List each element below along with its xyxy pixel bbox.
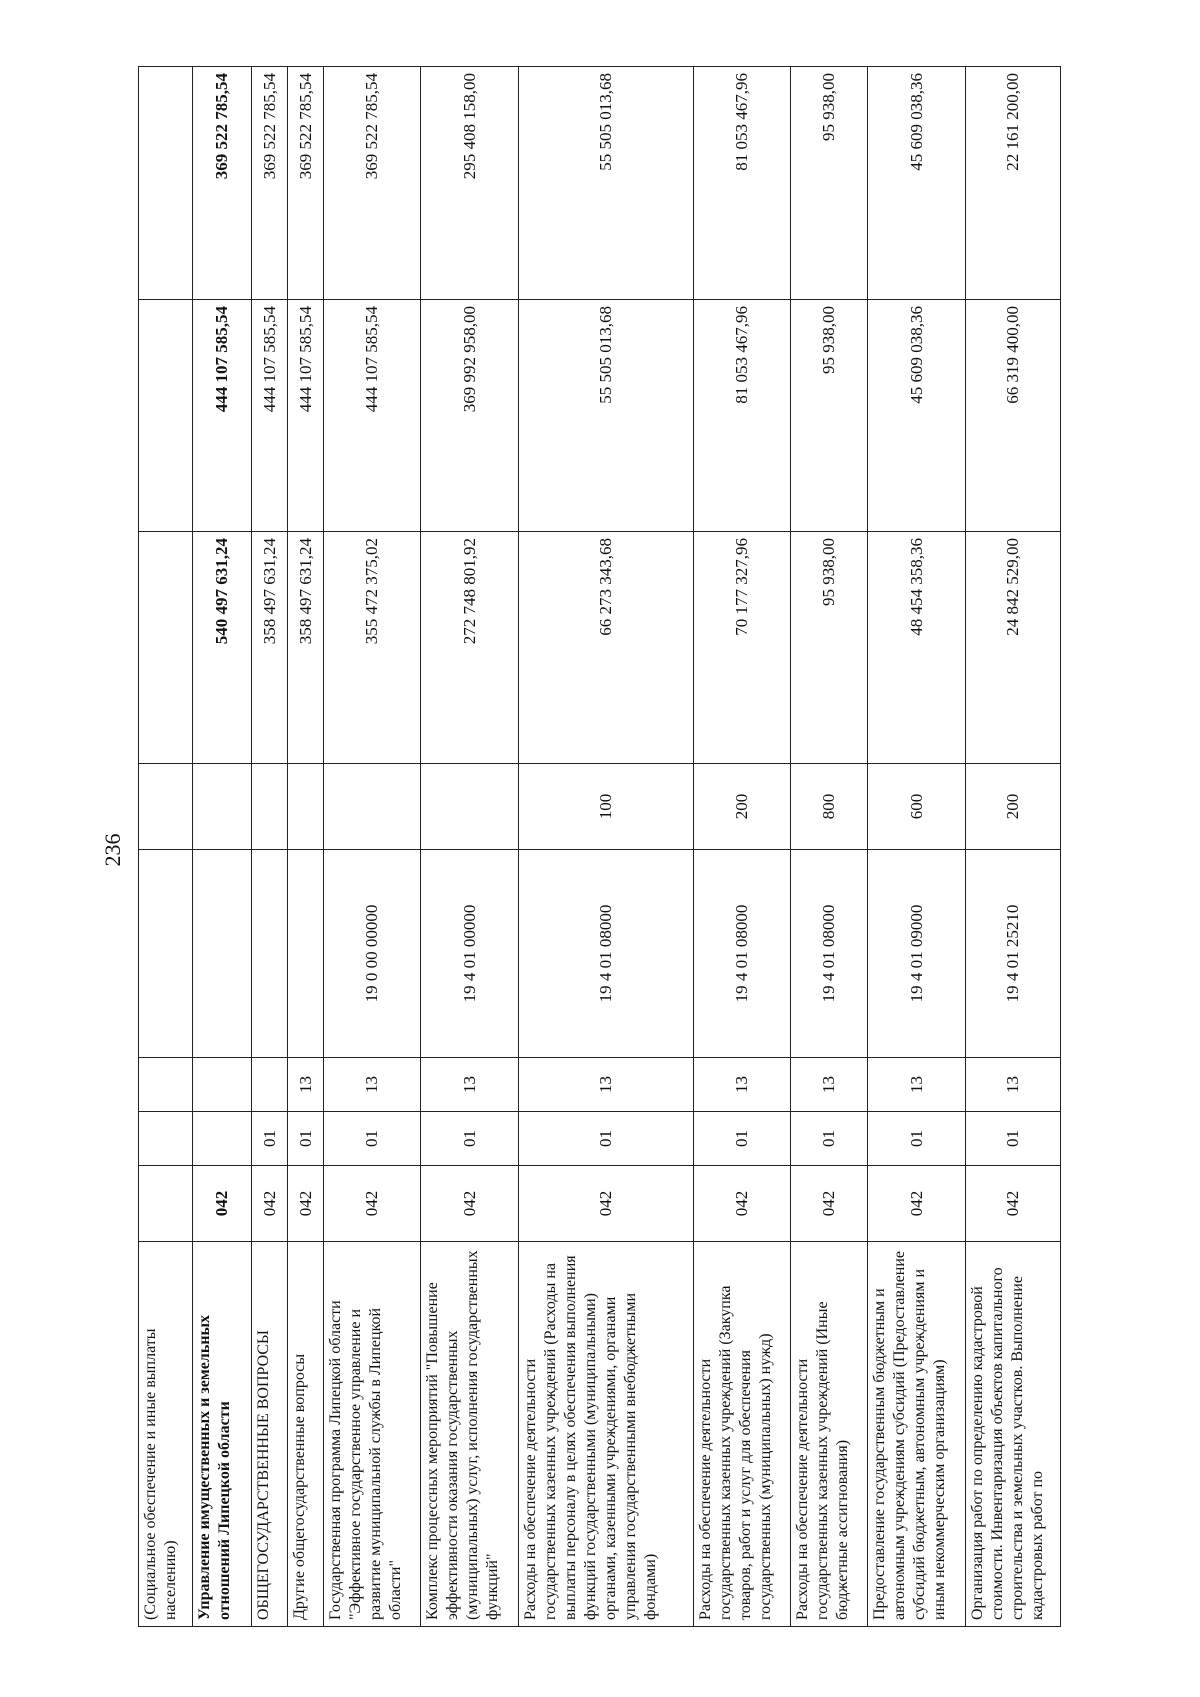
cell-glava: 042 bbox=[324, 1166, 421, 1242]
cell-vr bbox=[324, 764, 421, 850]
cell-sum-3: 22 161 200,00 bbox=[966, 67, 1061, 300]
cell-csr bbox=[139, 850, 193, 1058]
cell-vr bbox=[288, 764, 324, 850]
budget-table bbox=[138, 66, 1061, 1627]
row-name: ОБЩЕГОСУДАРСТВЕННЫЕ ВОПРОСЫ bbox=[252, 1242, 288, 1627]
table-row bbox=[193, 67, 252, 1627]
table-row bbox=[252, 67, 288, 1627]
cell-glava: 042 bbox=[791, 1166, 868, 1242]
cell-sum-2 bbox=[139, 300, 193, 532]
cell-glava: 042 bbox=[193, 1166, 252, 1242]
cell-sum-2: 81 053 467,96 bbox=[694, 300, 791, 532]
cell-pr: 13 bbox=[421, 1058, 519, 1112]
table-row bbox=[868, 67, 966, 1627]
cell-glava: 042 bbox=[519, 1166, 694, 1242]
cell-sum-3: 45 609 038,36 bbox=[868, 67, 966, 300]
cell-sum-3: 369 522 785,54 bbox=[288, 67, 324, 300]
cell-rz: 01 bbox=[421, 1112, 519, 1166]
cell-csr: 19 0 00 00000 bbox=[324, 850, 421, 1058]
cell-rz: 01 bbox=[868, 1112, 966, 1166]
cell-vr: 200 bbox=[966, 764, 1061, 850]
table-row bbox=[791, 67, 868, 1627]
cell-sum-1: 48 454 358,36 bbox=[868, 532, 966, 764]
cell-pr: 13 bbox=[791, 1058, 868, 1112]
cell-pr: 13 bbox=[966, 1058, 1061, 1112]
cell-sum-1: 70 177 327,96 bbox=[694, 532, 791, 764]
row-name: Другие общегосударственные вопросы bbox=[288, 1242, 324, 1627]
cell-sum-1: 66 273 343,68 bbox=[519, 532, 694, 764]
cell-sum-2: 444 107 585,54 bbox=[288, 300, 324, 532]
cell-sum-1: 95 938,00 bbox=[791, 532, 868, 764]
cell-pr: 13 bbox=[288, 1058, 324, 1112]
cell-glava: 042 bbox=[868, 1166, 966, 1242]
cell-rz bbox=[139, 1112, 193, 1166]
cell-sum-3: 95 938,00 bbox=[791, 67, 868, 300]
cell-sum-2: 45 609 038,36 bbox=[868, 300, 966, 532]
cell-glava: 042 bbox=[421, 1166, 519, 1242]
cell-sum-2: 55 505 013,68 bbox=[519, 300, 694, 532]
cell-sum-1: 355 472 375,02 bbox=[324, 532, 421, 764]
page-number: 236 bbox=[100, 833, 125, 867]
cell-vr: 100 bbox=[519, 764, 694, 850]
cell-rz: 01 bbox=[791, 1112, 868, 1166]
cell-sum-3: 369 522 785,54 bbox=[252, 67, 288, 300]
cell-vr: 600 bbox=[868, 764, 966, 850]
cell-sum-2: 444 107 585,54 bbox=[193, 300, 252, 532]
cell-sum-3: 369 522 785,54 bbox=[193, 67, 252, 300]
cell-rz: 01 bbox=[252, 1112, 288, 1166]
cell-sum-2: 66 319 400,00 bbox=[966, 300, 1061, 532]
table-row bbox=[324, 67, 421, 1627]
row-name: (Социальное обеспечение и иные выплаты населению) bbox=[139, 1242, 193, 1627]
cell-csr: 19 4 01 25210 bbox=[966, 850, 1061, 1058]
cell-csr bbox=[288, 850, 324, 1058]
cell-vr bbox=[139, 764, 193, 850]
row-name: Расходы на обеспечение деятельности государственных казенных учреждений (Расходы на выплаты персоналу в целях обеспечения выполнения функций государственными (муниципальными) органами, казенными учреждениями, органами управления государственными внебюджетными фондами) bbox=[519, 1242, 694, 1627]
cell-rz: 01 bbox=[966, 1112, 1061, 1166]
row-name: Предоставление государственным бюджетным и автономным учреждениям субсидий (Предоставление субсидий бюджетным, автономным учреждениям и иным некоммерческим организациям) bbox=[868, 1242, 966, 1627]
cell-glava: 042 bbox=[252, 1166, 288, 1242]
cell-vr bbox=[421, 764, 519, 850]
cell-pr bbox=[193, 1058, 252, 1112]
cell-glava bbox=[139, 1166, 193, 1242]
cell-csr: 19 4 01 08000 bbox=[519, 850, 694, 1058]
row-name: Государственная программа Липецкой области "Эффективное государственное управление и развитие муниципальной службы в Липецкой области" bbox=[324, 1242, 421, 1627]
cell-rz: 01 bbox=[694, 1112, 791, 1166]
cell-sum-2: 444 107 585,54 bbox=[252, 300, 288, 532]
cell-sum-3 bbox=[139, 67, 193, 300]
table-row bbox=[421, 67, 519, 1627]
cell-sum-2: 95 938,00 bbox=[791, 300, 868, 532]
cell-pr: 13 bbox=[868, 1058, 966, 1112]
cell-csr: 19 4 01 09000 bbox=[868, 850, 966, 1058]
cell-sum-3: 295 408 158,00 bbox=[421, 67, 519, 300]
row-name: Управление имущественных и земельных отношений Липецкой области bbox=[193, 1242, 252, 1627]
row-name: Расходы на обеспечение деятельности государственных казенных учреждений (Закупка товаров, работ и услуг для обеспечения государственных (муниципальных) нужд) bbox=[694, 1242, 791, 1627]
row-name: Организация работ по определению кадастровой стоимости. Инвентаризация объектов капитального строительства и земельных участков. Выполнение кадастровых работ по bbox=[966, 1242, 1061, 1627]
cell-sum-2: 444 107 585,54 bbox=[324, 300, 421, 532]
table-row bbox=[966, 67, 1061, 1627]
cell-sum-3: 369 522 785,54 bbox=[324, 67, 421, 300]
cell-rz bbox=[193, 1112, 252, 1166]
cell-glava: 042 bbox=[694, 1166, 791, 1242]
cell-vr: 800 bbox=[791, 764, 868, 850]
cell-sum-1 bbox=[139, 532, 193, 764]
cell-pr: 13 bbox=[324, 1058, 421, 1112]
cell-pr bbox=[139, 1058, 193, 1112]
table-row bbox=[288, 67, 324, 1627]
table-row bbox=[519, 67, 694, 1627]
cell-sum-1: 24 842 529,00 bbox=[966, 532, 1061, 764]
cell-sum-3: 55 505 013,68 bbox=[519, 67, 694, 300]
cell-sum-1: 358 497 631,24 bbox=[288, 532, 324, 764]
cell-sum-1: 358 497 631,24 bbox=[252, 532, 288, 764]
cell-vr bbox=[252, 764, 288, 850]
cell-sum-1: 540 497 631,24 bbox=[193, 532, 252, 764]
cell-csr: 19 4 01 08000 bbox=[694, 850, 791, 1058]
cell-rz: 01 bbox=[324, 1112, 421, 1166]
cell-pr: 13 bbox=[519, 1058, 694, 1112]
cell-rz: 01 bbox=[288, 1112, 324, 1166]
rotated-page-content bbox=[138, 67, 1060, 1627]
table-row bbox=[694, 67, 791, 1627]
cell-vr: 200 bbox=[694, 764, 791, 850]
cell-csr bbox=[252, 850, 288, 1058]
cell-sum-2: 369 992 958,00 bbox=[421, 300, 519, 532]
cell-rz: 01 bbox=[519, 1112, 694, 1166]
cell-csr: 19 4 01 08000 bbox=[791, 850, 868, 1058]
cell-pr: 13 bbox=[694, 1058, 791, 1112]
cell-glava: 042 bbox=[288, 1166, 324, 1242]
row-name: Расходы на обеспечение деятельности государственных казенных учреждений (Иные бюджетные ассигнования) bbox=[791, 1242, 868, 1627]
cell-sum-3: 81 053 467,96 bbox=[694, 67, 791, 300]
cell-vr bbox=[193, 764, 252, 850]
cell-glava: 042 bbox=[966, 1166, 1061, 1242]
row-name: Комплекс процессных мероприятий "Повышение эффективности оказания государственных (муниципальных) услуг, исполнения государственных функций" bbox=[421, 1242, 519, 1627]
cell-pr bbox=[252, 1058, 288, 1112]
cell-csr: 19 4 01 00000 bbox=[421, 850, 519, 1058]
cell-csr bbox=[193, 850, 252, 1058]
table-row bbox=[139, 67, 193, 1627]
cell-sum-1: 272 748 801,92 bbox=[421, 532, 519, 764]
